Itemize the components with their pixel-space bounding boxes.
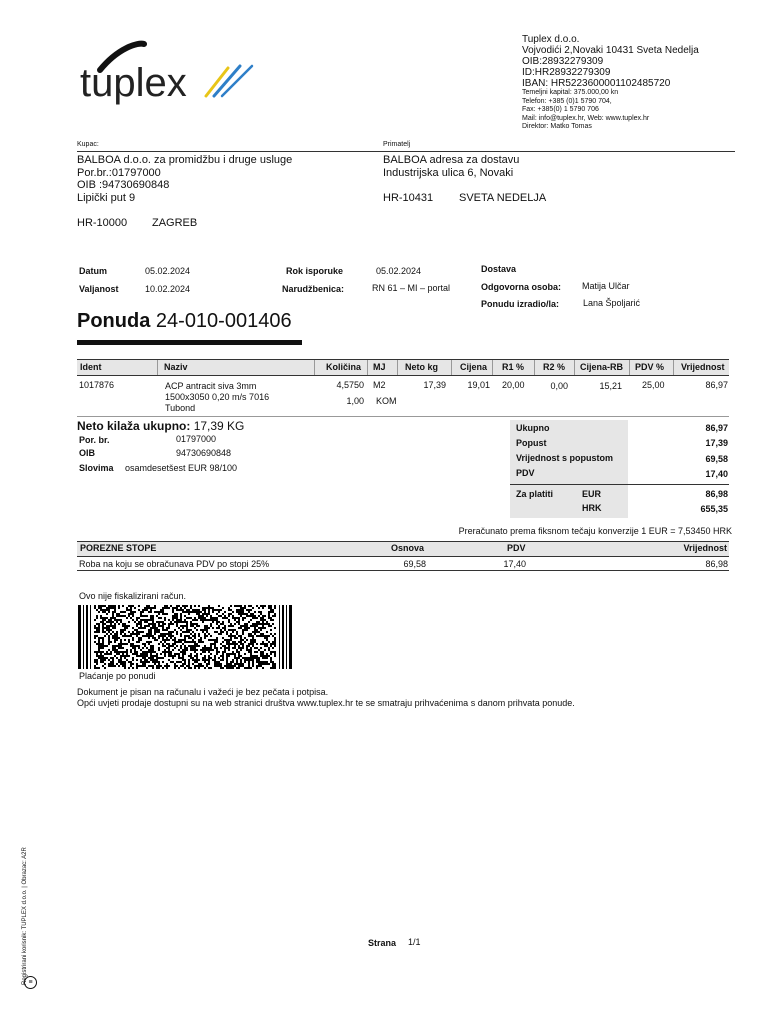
popust-label: Popust — [516, 438, 547, 448]
neto-value: 17,39 KG — [193, 419, 245, 433]
tax-table-header — [77, 541, 729, 557]
strana-value: 1/1 — [408, 937, 421, 947]
row-neto: 17,39 — [423, 380, 446, 390]
narudzbenica-label: Narudžbenica: — [282, 284, 345, 294]
recipient-zip: HR-10431 — [383, 192, 434, 204]
recipient-street: Industrijska ulica 6, Novaki — [383, 166, 514, 179]
pdv-total-value: 17,40 — [705, 469, 728, 479]
porbr-value: 01797000 — [176, 434, 217, 444]
company-director: Direktor: Matko Tomas — [522, 123, 592, 130]
recipient-block — [383, 154, 519, 179]
th-tax-vrijednost: Vrijednost — [683, 543, 727, 553]
th-mj: MJ — [373, 362, 386, 372]
title-number: 24-010-001406 — [155, 310, 292, 332]
vsp-label: Vrijednost s popustom — [516, 453, 614, 463]
neto-summary — [77, 419, 244, 433]
company-oib: OIB:28932279309 — [522, 56, 604, 67]
legal-note-1: Dokument je pisan na računalu i važeći je bez pečata i potpisa. — [77, 687, 329, 697]
slovima-label: Slovima — [79, 463, 114, 473]
buyer-street: Lipički put 9 — [77, 191, 136, 204]
company-iban: IBAN: HR5223600001102485720 — [522, 78, 671, 89]
row-naziv-1: ACP antracit siva 3mm — [165, 381, 257, 391]
datum-label: Datum — [79, 266, 108, 276]
title-underline — [77, 340, 302, 345]
th-cijenarb: Cijena-RB — [580, 362, 624, 372]
tax-pdv: 17,40 — [503, 559, 526, 569]
row-naziv-3: Tubond — [165, 403, 196, 413]
company-info — [522, 34, 699, 132]
registration-note: Registrirani korisnik: TUPLEX d.o.o. | Obrazac: A2R — [22, 847, 28, 985]
row-cijenarb: 15,21 — [599, 381, 622, 391]
th-neto: Neto kg — [405, 362, 439, 372]
row-r2: 0,00 — [550, 381, 568, 391]
th-stope: POREZNE STOPE — [80, 543, 157, 553]
th-naziv: Naziv — [164, 362, 188, 372]
ukupno-value: 86,97 — [705, 423, 728, 433]
oib-value: 94730690848 — [176, 448, 232, 458]
row-naziv-2: 1500x3050 0,20 m/s 7016 — [165, 392, 270, 402]
ukupno-label: Ukupno — [516, 423, 550, 433]
page-title — [77, 310, 292, 333]
totals-divider — [510, 484, 729, 485]
th-pdv: PDV % — [635, 362, 665, 372]
tax-vrijednost: 86,98 — [705, 559, 728, 569]
row-pdv: 25,00 — [642, 380, 665, 390]
popust-value: 17,39 — [705, 438, 728, 448]
row-vrijednost: 86,97 — [705, 380, 728, 390]
tuplex-logo — [78, 38, 258, 118]
eur-label: EUR — [582, 489, 602, 499]
rok-label: Rok isporuke — [286, 266, 344, 276]
items-table-header — [77, 359, 729, 376]
th-vrijednost: Vrijednost — [681, 362, 725, 372]
odgovorna-value: Matija Ulčar — [582, 281, 630, 291]
valjanost-value: 10.02.2024 — [145, 284, 191, 294]
valjanost-label: Valjanost — [79, 284, 119, 294]
tax-desc: Roba na koju se obračunava PDV po stopi 25% — [79, 559, 270, 569]
pdv-total-label: PDV — [516, 468, 535, 478]
company-name: Tuplex d.o.o. — [522, 34, 580, 45]
th-osnova: Osnova — [391, 543, 425, 553]
buyer-porbr: Por.br.:01797000 — [77, 166, 161, 179]
slovima-value: osamdesetšest EUR 98/100 — [125, 463, 238, 473]
th-r1: R1 % — [502, 362, 525, 372]
porbr-label: Por. br. — [79, 435, 110, 445]
izradio-label: Ponudu izradio/la: — [481, 299, 559, 309]
recipient-name: BALBOA adresa za dostavu — [383, 154, 520, 166]
hrk-label: HRK — [582, 503, 602, 513]
row-ident: 1017876 — [79, 380, 115, 390]
buyer-label: Kupac: — [77, 141, 99, 148]
vsp-value: 69,58 — [705, 454, 728, 464]
th-cijena: Cijena — [460, 362, 488, 372]
buyer-block — [77, 154, 292, 204]
company-id: ID:HR28932279309 — [522, 67, 611, 78]
fiscal-note: Ovo nije fiskalizirani račun. — [79, 591, 187, 601]
row-divider — [77, 416, 729, 417]
th-kolicina: Količina — [326, 362, 362, 372]
company-address: Vojvodići 2,Novaki 10431 Sveta Nedelja — [522, 45, 699, 56]
buyer-zip: HR-10000 — [77, 217, 128, 229]
eur-value: 86,98 — [705, 489, 728, 499]
oib-label: OIB — [79, 448, 96, 458]
conversion-note: Preračunato prema fiksnom tečaju konverzije 1 EUR = 7,53450 HRK — [458, 526, 732, 536]
barcode — [78, 605, 292, 669]
th-ident: Ident — [80, 362, 102, 372]
legal-note-2: Opći uvjeti prodaje dostupni su na web stranici društva www.tuplex.hr te se smatraju prihvaćenima s danom prihvata ponude. — [77, 698, 575, 708]
hrk-value: 655,35 — [700, 504, 728, 514]
company-fax: Fax: +385(0) 1 5790 706 — [522, 106, 599, 113]
datum-value: 05.02.2024 — [145, 266, 191, 276]
company-mail: Mail: info@tuplex.hr, Web: www.tuplex.hr — [522, 114, 650, 122]
th-r2: R2 % — [543, 362, 566, 372]
row-kolicina-1: 4,5750 — [336, 380, 364, 390]
rok-value: 05.02.2024 — [376, 266, 422, 276]
row-r1: 20,00 — [502, 380, 525, 390]
payment-note: Plaćanje po ponudi — [79, 671, 156, 681]
tax-osnova: 69,58 — [403, 559, 426, 569]
th-tax-pdv: PDV — [507, 543, 526, 553]
row-cijena: 19,01 — [467, 380, 490, 390]
logo-text: tuplex — [80, 61, 187, 105]
zaplatiti-label: Za platiti — [516, 489, 554, 499]
header-divider — [77, 151, 735, 152]
izradio-value: Lana Špoljarić — [583, 298, 641, 308]
buyer-city: ZAGREB — [152, 217, 198, 229]
recipient-label: Primatelj — [383, 141, 411, 148]
company-capital: Temeljni kapital: 375.000,00 kn — [522, 89, 619, 96]
dostava-label: Dostava — [481, 264, 517, 274]
company-phone: Telefon: +385 (0)1 5790 704, — [522, 97, 612, 105]
neto-label: Neto kilaža ukupno: — [77, 419, 191, 433]
tax-divider — [77, 570, 729, 571]
row-mj-2: KOM — [376, 396, 397, 406]
row-mj-1: M2 — [373, 380, 386, 390]
strana-label: Strana — [368, 938, 397, 948]
recipient-city: SVETA NEDELJA — [459, 192, 547, 204]
registered-icon: ≡ — [24, 976, 37, 989]
buyer-oib: OIB :94730690848 — [77, 179, 170, 191]
title-word: Ponuda — [77, 310, 151, 332]
buyer-name: BALBOA d.o.o. za promidžbu i druge usluge — [77, 154, 293, 166]
row-kolicina-2: 1,00 — [346, 396, 364, 406]
narudzbenica-value: RN 61 – MI – portal — [372, 283, 451, 293]
odgovorna-label: Odgovorna osoba: — [481, 282, 562, 292]
